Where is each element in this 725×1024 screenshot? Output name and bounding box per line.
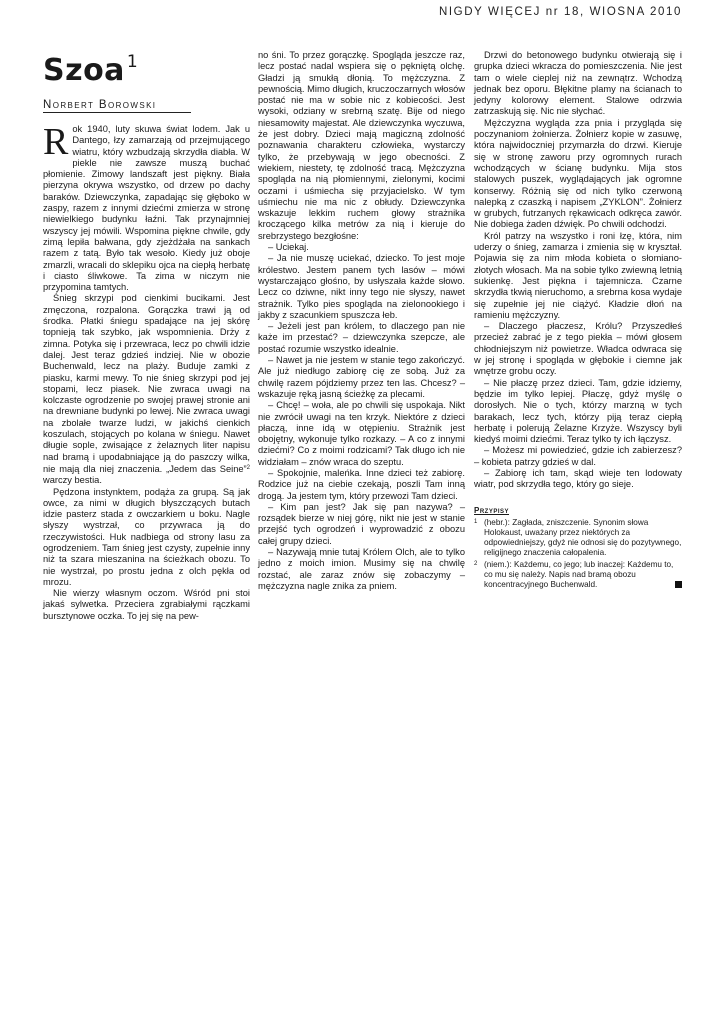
running-head: NIGDY WIĘCEJ nr 18, WIOSNA 2010 — [438, 6, 682, 18]
paragraph: Nie wierzy własnym oczom. Wśród pni stoi jakaś sylwetka. Przeciera zgrabiałymi rączkami bursztynowe oczka. To jej się na pew- — [43, 588, 250, 621]
paragraph: Śnieg skrzypi pod cienkimi bucikami. Jest zmęczona, rozpalona. Gorączka trawi ją od środka. Płatki śniegu spadające na jej skórę topnieją tak szybko, jak wspomnienia. Drży z zimna. Potyka się i przewraca, lecz po chwili idzie dalej. Jest teraz gdzieś indziej. Nie w obozie Buchenwald, lecz na plaży. Buduje zamki z piasku, karmi mewy. To nie śnieg skrzypi pod jej stopami, lecz piasek. Nie zwraca uwagi na kolczaste ogrodzenie po swojej prawej stronie ani na drewniane budynki po lewej. Nie zwraca uwagi na zbolałe twarze ludzi, w jakichś cienkich koszulach, stojących po kolana w śniegu. Nawet długie sople, zwisające z żelaznych liter napisu nad bramą i upodabniające ją do paszczy wilka, nie mają dla niej znaczenia. „Jedem das Seine”$^2$ warczy bestia. — [43, 293, 250, 486]
article-author: Norbert Borowski — [43, 99, 191, 113]
drop-cap: R — [43, 121, 69, 163]
paragraph: Król patrzy na wszystko i roni łzę, która, nim uderzy o śnieg, zamarza i zmienia się w kryształ. Pojawia się za nim młoda kobieta o słomiano-złotych włosach. Ma na sobie tylko zwiewną letnią sukienkę. Jest piękna i tajemnicza. Czarne skrzydła tkwią nieruchomo, a srebrna kosa wydaje się zupełnie jej nie ciążyć. Kładzie dłoń na ramieniu mężczyzny. — [474, 230, 682, 320]
footnote-2: $^2$ (niem.): Każdemu, co jego; lub inaczej: Każdemu to, co mu się należy. Napis nad bramą obozu koncentracyjnego Buchenwald. — [474, 559, 682, 590]
article-title — [43, 52, 138, 88]
footnotes-heading: Przypisy — [474, 505, 510, 515]
paragraph: – Nawet ja nie jestem w stanie tego zakończyć. Ale już niedługo zabiorę cię ze sobą. Już za chwilę razem pójdziemy przez ten las. Chcesz? – wskazuje ręką jasną ścieżkę za plecami. — [258, 355, 465, 399]
paragraph: – Dlaczego płaczesz, Królu? Przyszedłeś przecież zabrać je z tego piekła – mówi głosem chłodniejszym niż powietrze. Władca odwraca się w jej stronę i spogląda w głębokie i ciemne jak wnętrze grobu oczy. — [474, 321, 682, 377]
paragraph: – Zabiorę ich tam, skąd wieje ten lodowaty wiatr, pod skrzydła tego, który go sieje. — [474, 467, 682, 490]
end-of-article-mark — [675, 581, 682, 588]
paragraph: – Ja nie muszę uciekać, dziecko. To jest moje królestwo. Jestem panem tych lasów – mówi wystarczająco głośno, by usłyszała każde słowo. Lecz co dziwne, nikt inny tego nie słyszy, nawet strażnik. Tylko pies spogląda na zielonookiego i jakby z szacunkiem spuszcza łeb. — [258, 253, 465, 320]
article-title-text: Szoa — [43, 53, 125, 88]
paragraph: – Nie płaczę przez dzieci. Tam, gdzie idziemy, będzie im tylko lepiej. Płaczę, gdyż myślę o dorosłych. Nie o tych, którzy marzną w tych barakach, lecz tych, którzy piją teraz ciepłą herbatę i polerują Żelazne Krzyże. Wszyscy byli kiedyś moimi dziećmi. Teraz tylko ty ich łączysz. — [474, 377, 682, 445]
title-footnote-ref[interactable]: 1 — [126, 52, 139, 72]
text-column-1 — [43, 121, 250, 622]
paragraph: Drzwi do betonowego budynku otwierają się i grupka dzieci wkracza do pomieszczenia. Nie jest tam o wiele cieplej niż na zewnątrz. Wchodzą jednak bez oporu. Błękitne plamy na ścianach to jedyny kolorowy element. Stalowe odrzwia zatrzaskują się. Nic nie słychać. — [474, 50, 682, 117]
footnote-number: 1 — [474, 518, 478, 525]
paragraph: – Jeżeli jest pan królem, to dlaczego pan nie każe im przestać? – dziewczynka szepcze, ale postać rozumie wszystko idealnie. — [258, 321, 465, 354]
paragraph: – Nazywają mnie tutaj Królem Olch, ale to tylko jedno z moich imion. Musimy się na chwilę rozstać, ale zaraz znów się zobaczymy – mężczyzna nagle znika za pniem. — [258, 547, 465, 591]
paragraph: – Uciekaj. — [268, 242, 309, 253]
paragraph: no śni. To przez gorączkę. Spogląda jeszcze raz, lecz postać nadal wspiera się o pękniętą olchę. Gładzi ją smukłą dłonią. To mężczyzna. Z pewnością. Mimo długich, kruczoczarnych włosów postać nie ma w sobie nic z kobiecości. Jest wysoki, odziany w srebrną szatę. Bije od niego niesamowity majestat. Ale dziewczynka wyczuwa, że jest dobry. Dzieci mają magiczną zdolność poznawania charakteru człowieka, wystarczy tylko, że przebywają w jego obecności. Z wiekiem, niestety, tę zdolność tracą. Mężczyzna spogląda na nią płomiennymi, zielonymi, kocimi oczami i uśmiecha się przyjacielsko. W tym uśmiechu nie ma nic z obłudy. Dziewczynka wskazuje lekkim ruchem głowy strażnika kroczącego kilka metrów za nią i kieruje do srebrzystego bezgłośne: — [258, 50, 465, 241]
text-column-3 — [474, 50, 682, 590]
paragraph: – Możesz mi powiedzieć, gdzie ich zabierzesz? – kobieta patrzy gdzieś w dal. — [474, 445, 682, 467]
paragraph: – Chcę! – woła, ale po chwili się uspokaja. Nikt nie zwrócił uwagi na ten krzyk. Niektóre z dzieci płaczą, inne idą w otępieniu. Strażnik jest obojętny, wykonuje tylko rozkazy. – A co z innymi dziećmi? Co z moimi rodzicami? Tak długo ich nie widziałam – znów wraca do szeptu. — [258, 400, 465, 467]
paragraph: Pędzona instynktem, podąża za grupą. Są jak owce, za nimi w długich błyszczących butach idzie pasterz stada z owczarkiem u boku. Nagle słyszy wystrzał, co przywraca ją do rzeczywistości. Huk nadbiega od strony lasu za ogrodzeniem. Tam śnieg jest czysty, zupełnie inny niż ta szara mieszanina na ścieżkach obozu. To nie wystrzał, po prostu jedna z olch pękła od mrozu. — [43, 486, 250, 587]
paragraph: Mężczyzna wygląda zza pnia i przygląda się poczynaniom żołnierza. Żołnierz kopie w zasuwę, która najwidoczniej przymarzła do drzwi. Kieruje się w stronę zaworu przy ogromnych rurach wchodzących w ścianę budynku. Mija stos stalowych puszek, wyglądających jak ogromne konserwy. Różnią się od nich tylko czerwoną nalepką z czaszką i napisem „ZYKLON”. Żołnierz w grubych, futrzanych rękawicach odkręca zawór. Nie dobiega żaden dźwięk. Po chwili odchodzi. — [474, 117, 682, 230]
footnote-1: $^1$ (hebr.): Zagłada, zniszczenie. Synonim słowa Holokaust, uważany przez niektórych za odpowiedniejszy, gdyż nie odnosi się do pozytywnego, religijnego znaczenia całopalenia. — [474, 517, 682, 557]
text-column-2 — [258, 50, 465, 592]
paragraph: Rok 1940, luty skuwa świat lodem. Jak u Dantego, łzy zamarzają od przejmującego wiatru, który wzbudzają skrzydła diabła. W piekle nie zawsze muszą buchać płomienie. Zimowy landszaft jest piękny. Biała pierzyna okrywa wszystko, od drzew po dachy baraków. Dziewczynka, zapadając się głęboko w zaspy, razem z innymi dziećmi zmierza w stronę niewielkiego budynku łaźni. Tak przynajmniej wszyscy jej mówili. Wspomina piękne chwile, gdy zimą lepiła bałwana, gdy zjeżdżała na sankach razem z tatą. Było tak wesoło. Kiedy już oboje zmarzli, wracali do sklepiku ojca na ciepłą herbatę i ciasto śliwkowe. Ta zima w niczym nie przypomina tamtych. — [43, 121, 250, 293]
paragraph: – Spokojnie, maleńka. Inne dzieci też zabiorę. Rodzice już na ciebie czekają, poszli Tam inną drogą. Ja jestem tym, który przewozi Tam dzieci. — [258, 467, 465, 501]
footnote-ref-2[interactable]: 2 — [246, 464, 250, 471]
paragraph: – Kim pan jest? Jak się pan nazywa? – rozsądek bierze w niej górę, nikt nie jest w stanie przejść tych ogrodzeń i wyprowadzić z obozu całej grupy dzieci. — [258, 501, 465, 546]
footnote-number: 2 — [474, 560, 478, 567]
